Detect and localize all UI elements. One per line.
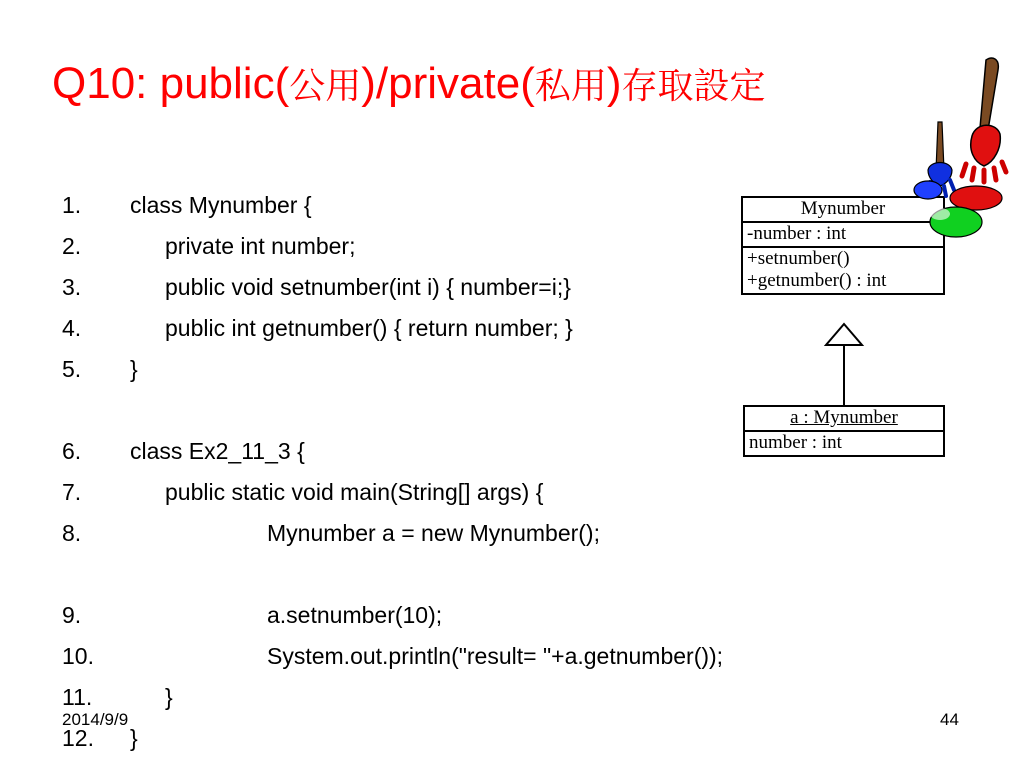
- title-mid: )/private(: [361, 59, 535, 108]
- footer-date: 2014/9/9: [62, 710, 129, 729]
- line-number: 3.: [62, 274, 82, 300]
- slide-title: [52, 59, 766, 108]
- uml-object-attribute: number : int: [749, 431, 842, 453]
- triangle-arrowhead-icon: [826, 324, 862, 345]
- line-text: Mynumber a = new Mynumber();: [267, 520, 600, 546]
- line-text: class Mynumber {: [130, 192, 312, 218]
- line-text: System.out.println("result= "+a.getnumber());: [267, 643, 724, 669]
- line-text: public void setnumber(int i) { number=i;}: [165, 274, 571, 300]
- line-text: }: [130, 356, 138, 382]
- line-text: a.setnumber(10);: [267, 602, 443, 628]
- line-number: 1.: [62, 192, 82, 218]
- uml-object-name-text: a : Mynumber: [790, 407, 898, 428]
- uml-object-name: [745, 407, 943, 432]
- line-text: public int getnumber() { return number; }: [165, 315, 573, 341]
- uml-method: +getnumber() : int: [747, 270, 887, 292]
- title-cjk-private: 私用: [534, 66, 607, 107]
- line-number: 12.: [62, 725, 94, 751]
- line-number: 7.: [62, 479, 82, 505]
- page-number: 44: [940, 710, 959, 729]
- line-number: 9.: [62, 602, 82, 628]
- line-number: 5.: [62, 356, 82, 382]
- uml-class-methods: [743, 248, 943, 294]
- line-text: }: [130, 725, 138, 751]
- line-text: public static void main(String[] args) {: [165, 479, 544, 505]
- line-number: 10.: [62, 643, 94, 669]
- uml-object-box: [743, 405, 945, 457]
- uml-class-attribute: -number : int: [743, 223, 943, 248]
- inheritance-arrow: [820, 320, 868, 410]
- uml-class-name: Mynumber: [743, 198, 943, 223]
- title-prefix: Q10: public(: [52, 59, 290, 108]
- title-close: ): [606, 59, 622, 108]
- line-number: 8.: [62, 520, 82, 546]
- line-number: 6.: [62, 438, 82, 464]
- paintbrush-decoration-icon: [900, 52, 1024, 252]
- line-text: class Ex2_11_3 {: [130, 438, 305, 464]
- title-cjk-public: 公用: [289, 66, 362, 107]
- line-number: 11.: [62, 684, 93, 710]
- line-number: 2.: [62, 233, 82, 259]
- line-text: }: [165, 684, 173, 710]
- uml-method: +setnumber(): [747, 247, 850, 269]
- line-text: private int number;: [165, 233, 356, 259]
- title-cjk-access: 存取設定: [621, 66, 766, 107]
- line-number: 4.: [62, 315, 82, 341]
